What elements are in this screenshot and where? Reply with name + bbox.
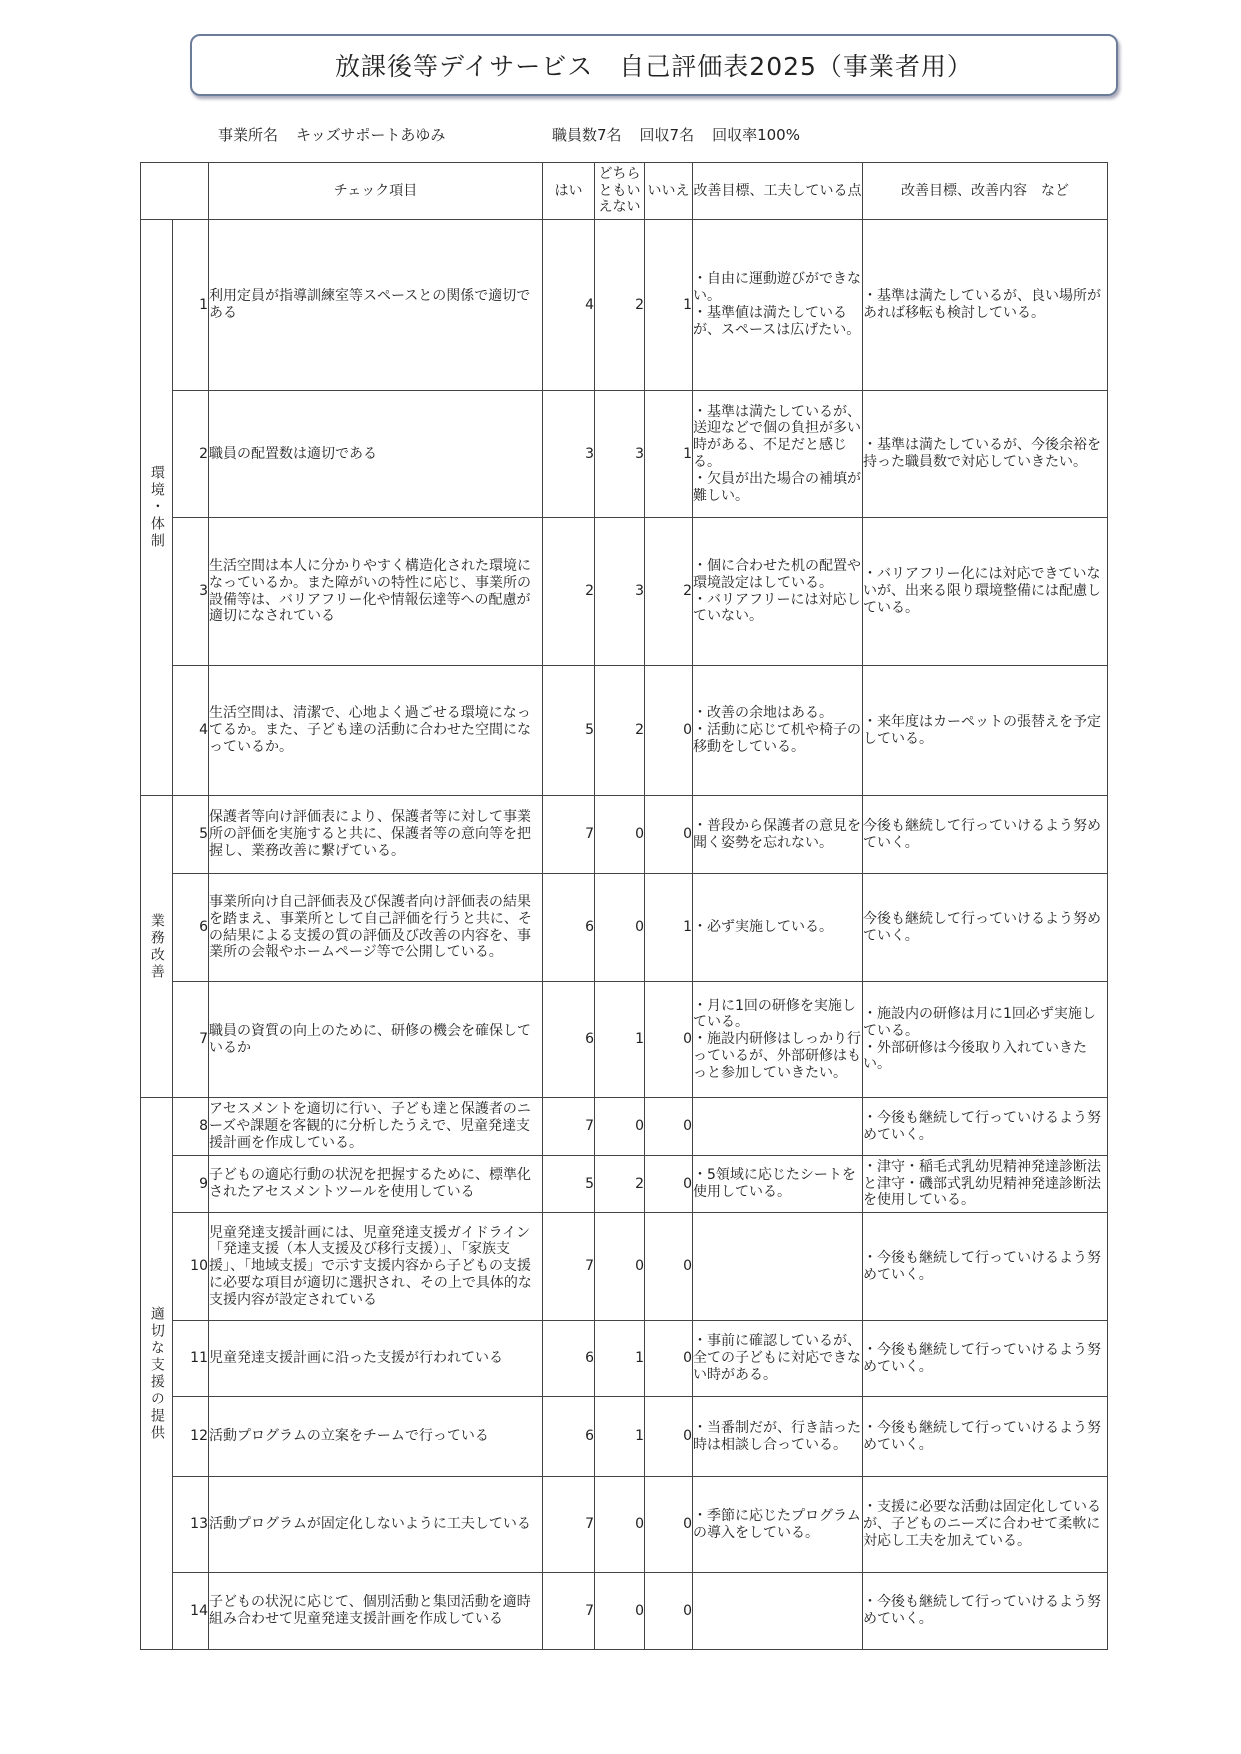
plan-text: 今後も継続して行っていけるよう努めていく。 xyxy=(863,874,1108,982)
collection-stats xyxy=(552,124,818,145)
yes-count: 7 xyxy=(543,796,595,874)
header-goals: 改善目標、工夫している点 xyxy=(693,163,863,220)
header-neither: どちらともいえない xyxy=(595,163,645,220)
neither-count: 3 xyxy=(595,518,645,666)
item-number: 7 xyxy=(173,982,209,1098)
goals-text: ・当番制だが、行き詰った時は相談し合っている。 xyxy=(693,1397,863,1477)
goals-text: ・自由に運動遊びができない。 ・基準値は満たしているが、スペースは広げたい。 xyxy=(693,220,863,391)
goals-text xyxy=(693,1098,863,1156)
goals-text xyxy=(693,1213,863,1321)
check-item: 生活空間は、清潔で、心地よく過ごせる環境になってるか。また、子ども達の活動に合わせた空間になっているか。 xyxy=(209,666,543,796)
item-number: 6 xyxy=(173,874,209,982)
yes-count: 6 xyxy=(543,1397,595,1477)
check-item: 保護者等向け評価表により、保護者等に対して事業所の評価を実施すると共に、保護者等の意向等を把握し、業務改善に繋げている。 xyxy=(209,796,543,874)
item-number: 11 xyxy=(173,1321,209,1397)
plan-text: ・今後も継続して行っていけるよう努めていく。 xyxy=(863,1397,1108,1477)
item-number: 1 xyxy=(173,220,209,391)
no-count: 1 xyxy=(645,391,693,518)
goals-text: ・必ず実施している。 xyxy=(693,874,863,982)
goals-text: ・個に合わせた机の配置や環境設定はしている。 ・バリアフリーには対応していない。 xyxy=(693,518,863,666)
item-number: 10 xyxy=(173,1213,209,1321)
neither-count: 0 xyxy=(595,874,645,982)
office-label: 事業所名 xyxy=(218,126,279,144)
check-item: 子どもの適応行動の状況を把握するために、標準化されたアセスメントツールを使用している xyxy=(209,1156,543,1213)
plan-text: ・今後も継続して行っていけるよう努めていく。 xyxy=(863,1573,1108,1650)
category-label: 環境・体制 xyxy=(141,220,173,796)
plan-text: ・施設内の研修は月に1回必ず実施している。 ・外部研修は今後取り入れていきたい。 xyxy=(863,982,1108,1098)
yes-count: 7 xyxy=(543,1477,595,1573)
item-number: 14 xyxy=(173,1573,209,1650)
neither-count: 2 xyxy=(595,220,645,391)
table-row xyxy=(141,1213,1108,1321)
check-item: 活動プログラムが固定化しないように工夫している xyxy=(209,1477,543,1573)
check-item: 職員の資質の向上のために、研修の機会を確保しているか xyxy=(209,982,543,1098)
item-number: 12 xyxy=(173,1397,209,1477)
goals-text: ・普段から保護者の意見を聞く姿勢を忘れない。 xyxy=(693,796,863,874)
neither-count: 2 xyxy=(595,1156,645,1213)
yes-count: 7 xyxy=(543,1098,595,1156)
neither-count: 0 xyxy=(595,1477,645,1573)
header-blank xyxy=(141,163,209,220)
check-item: 子どもの状況に応じて、個別活動と集団活動を適時組み合わせて児童発達支援計画を作成している xyxy=(209,1573,543,1650)
plan-text: ・支援に必要な活動は固定化しているが、子どものニーズに合わせて柔軟に対応し工夫を加えている。 xyxy=(863,1477,1108,1573)
neither-count: 1 xyxy=(595,982,645,1098)
check-item: 事業所向け自己評価表及び保護者向け評価表の結果を踏まえ、事業所として自己評価を行うと共に、その結果による支援の質の評価及び改善の内容を、事業所の会報やホームページ等で公開している。 xyxy=(209,874,543,982)
table-row xyxy=(141,874,1108,982)
check-item: 生活空間は本人に分かりやすく構造化された環境になっているか。また障がいの特性に応じ、事業所の設備等は、バリアフリー化や情報伝達等への配慮が適切になされている xyxy=(209,518,543,666)
table-row xyxy=(141,1098,1108,1156)
item-number: 13 xyxy=(173,1477,209,1573)
table-row xyxy=(141,982,1108,1098)
check-item: 児童発達支援計画に沿った支援が行われている xyxy=(209,1321,543,1397)
plan-text: 今後も継続して行っていけるよう努めていく。 xyxy=(863,796,1108,874)
yes-count: 6 xyxy=(543,874,595,982)
no-count: 2 xyxy=(645,518,693,666)
yes-count: 7 xyxy=(543,1573,595,1650)
plan-text: ・今後も継続して行っていけるよう努めていく。 xyxy=(863,1321,1108,1397)
neither-count: 0 xyxy=(595,796,645,874)
item-number: 5 xyxy=(173,796,209,874)
item-number: 9 xyxy=(173,1156,209,1213)
check-item: 児童発達支援計画には、児童発達支援ガイドライン「発達支援（本人支援及び移行支援）」、「家族支援」、「地域支援」で示す支援内容から子どもの支援に必要な項目が適切に選択され、その上で具体的な支援内容が設定されている xyxy=(209,1213,543,1321)
goals-text: ・基準は満たしているが、送迎などで個の負担が多い時がある、不足だと感じる。 ・欠員が出た場合の補填が難しい。 xyxy=(693,391,863,518)
table-row xyxy=(141,1477,1108,1573)
check-item: 活動プログラムの立案をチームで行っている xyxy=(209,1397,543,1477)
neither-count: 1 xyxy=(595,1321,645,1397)
staff-count: 職員数7名 xyxy=(552,126,622,144)
collection-rate: 回収率100% xyxy=(712,126,800,144)
plan-text: ・今後も継続して行っていけるよう努めていく。 xyxy=(863,1213,1108,1321)
goals-text: ・5領域に応じたシートを使用している。 xyxy=(693,1156,863,1213)
plan-text: ・バリアフリー化には対応できていないが、出来る限り環境整備には配慮している。 xyxy=(863,518,1108,666)
neither-count: 0 xyxy=(595,1098,645,1156)
neither-count: 0 xyxy=(595,1573,645,1650)
header-yes: はい xyxy=(543,163,595,220)
goals-text: ・季節に応じたプログラムの導入をしている。 xyxy=(693,1477,863,1573)
table-row xyxy=(141,666,1108,796)
neither-count: 1 xyxy=(595,1397,645,1477)
office-name: キッズサポートあゆみ xyxy=(296,126,446,144)
no-count: 0 xyxy=(645,1213,693,1321)
check-item: 職員の配置数は適切である xyxy=(209,391,543,518)
plan-text: ・来年度はカーペットの張替えを予定している。 xyxy=(863,666,1108,796)
table-row xyxy=(141,1156,1108,1213)
neither-count: 3 xyxy=(595,391,645,518)
no-count: 0 xyxy=(645,1397,693,1477)
table-row xyxy=(141,391,1108,518)
yes-count: 2 xyxy=(543,518,595,666)
no-count: 1 xyxy=(645,874,693,982)
yes-count: 6 xyxy=(543,1321,595,1397)
item-number: 4 xyxy=(173,666,209,796)
neither-count: 2 xyxy=(595,666,645,796)
no-count: 0 xyxy=(645,982,693,1098)
goals-text xyxy=(693,1573,863,1650)
plan-text: ・今後も継続して行っていけるよう努めていく。 xyxy=(863,1098,1108,1156)
yes-count: 3 xyxy=(543,391,595,518)
no-count: 0 xyxy=(645,796,693,874)
goals-text: ・改善の余地はある。 ・活動に応じて机や椅子の移動をしている。 xyxy=(693,666,863,796)
no-count: 0 xyxy=(645,1477,693,1573)
plan-text: ・基準は満たしているが、良い場所があれば移転も検討している。 xyxy=(863,220,1108,391)
goals-text: ・月に1回の研修を実施している。 ・施設内研修はしっかり行っているが、外部研修はもっと参加していきたい。 xyxy=(693,982,863,1098)
table-row xyxy=(141,1397,1108,1477)
yes-count: 5 xyxy=(543,1156,595,1213)
no-count: 1 xyxy=(645,220,693,391)
table-row xyxy=(141,220,1108,391)
neither-count: 0 xyxy=(595,1213,645,1321)
yes-count: 4 xyxy=(543,220,595,391)
plan-text: ・津守・稲毛式乳幼児精神発達診断法と津守・磯部式乳幼児精神発達診断法を使用している。 xyxy=(863,1156,1108,1213)
table-row xyxy=(141,518,1108,666)
no-count: 0 xyxy=(645,1573,693,1650)
yes-count: 7 xyxy=(543,1213,595,1321)
yes-count: 6 xyxy=(543,982,595,1098)
item-number: 2 xyxy=(173,391,209,518)
category-label: 適切な支援の提供 xyxy=(141,1098,173,1650)
item-number: 3 xyxy=(173,518,209,666)
no-count: 0 xyxy=(645,1098,693,1156)
page-title: 放課後等デイサービス 自己評価表2025（事業者用） xyxy=(190,34,1118,96)
plan-text: ・基準は満たしているが、今後余裕を持った職員数で対応していきたい。 xyxy=(863,391,1108,518)
category-label: 業務改善 xyxy=(141,796,173,1098)
header-plan: 改善目標、改善内容 など xyxy=(863,163,1108,220)
table-row xyxy=(141,1573,1108,1650)
header-check: チェック項目 xyxy=(209,163,543,220)
table-row xyxy=(141,1321,1108,1397)
item-number: 8 xyxy=(173,1098,209,1156)
header-no: いいえ xyxy=(645,163,693,220)
evaluation-table xyxy=(140,162,1108,1650)
check-item: アセスメントを適切に行い、子ども達と保護者のニーズや課題を客観的に分析したうえで、児童発達支援計画を作成している。 xyxy=(209,1098,543,1156)
no-count: 0 xyxy=(645,1321,693,1397)
collected-count: 回収7名 xyxy=(639,126,695,144)
goals-text: ・事前に確認しているが、全ての子どもに対応できない時がある。 xyxy=(693,1321,863,1397)
table-row xyxy=(141,796,1108,874)
office-info xyxy=(218,124,463,145)
no-count: 0 xyxy=(645,1156,693,1213)
yes-count: 5 xyxy=(543,666,595,796)
check-item: 利用定員が指導訓練室等スペースとの関係で適切である xyxy=(209,220,543,391)
header-row xyxy=(141,163,1108,220)
no-count: 0 xyxy=(645,666,693,796)
